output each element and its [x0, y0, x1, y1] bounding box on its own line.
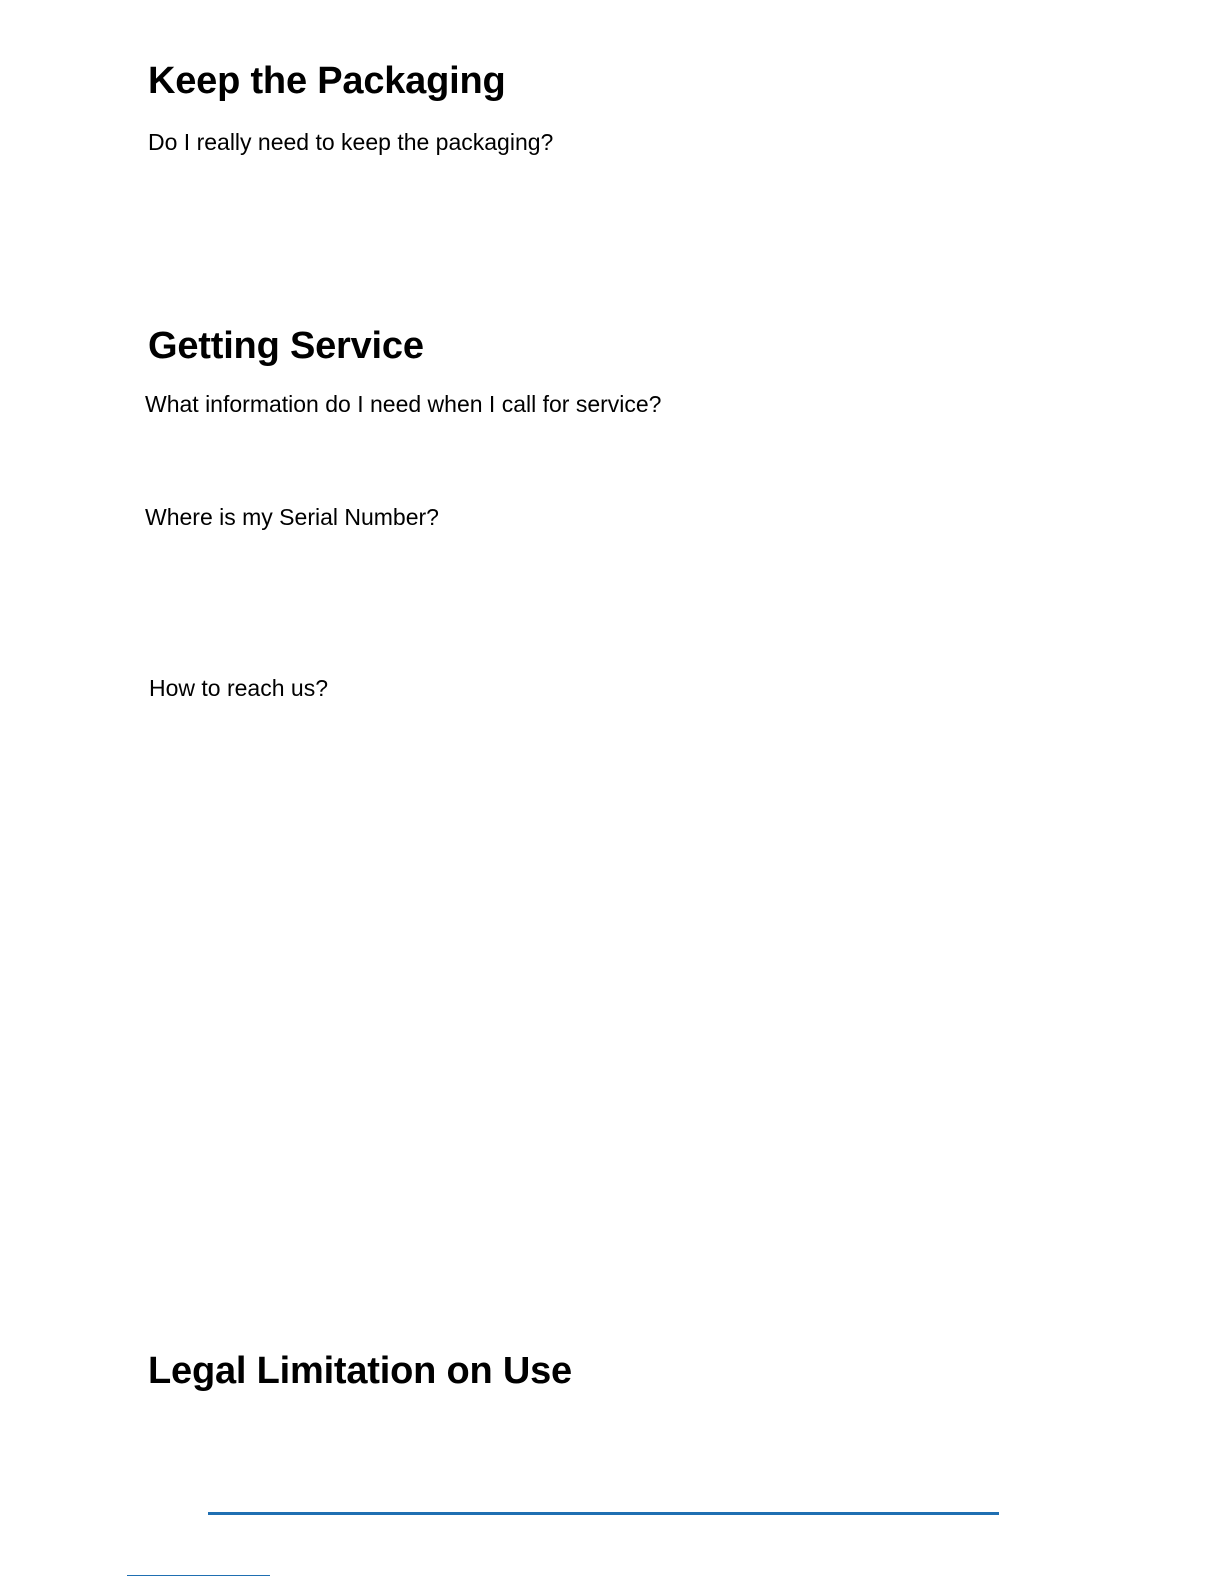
- question-keep-packaging: Do I really need to keep the packaging?: [148, 129, 554, 155]
- question-serial-number: Where is my Serial Number?: [145, 504, 439, 530]
- footnote-divider: [127, 1575, 270, 1576]
- question-service-information: What information do I need when I call for service?: [145, 391, 662, 417]
- footer-divider: [208, 1512, 999, 1515]
- question-how-to-reach-us: How to reach us?: [149, 675, 328, 701]
- heading-getting-service: Getting Service: [148, 325, 424, 367]
- heading-legal-limitation-on-use: Legal Limitation on Use: [148, 1350, 572, 1392]
- heading-keep-the-packaging: Keep the Packaging: [148, 60, 506, 102]
